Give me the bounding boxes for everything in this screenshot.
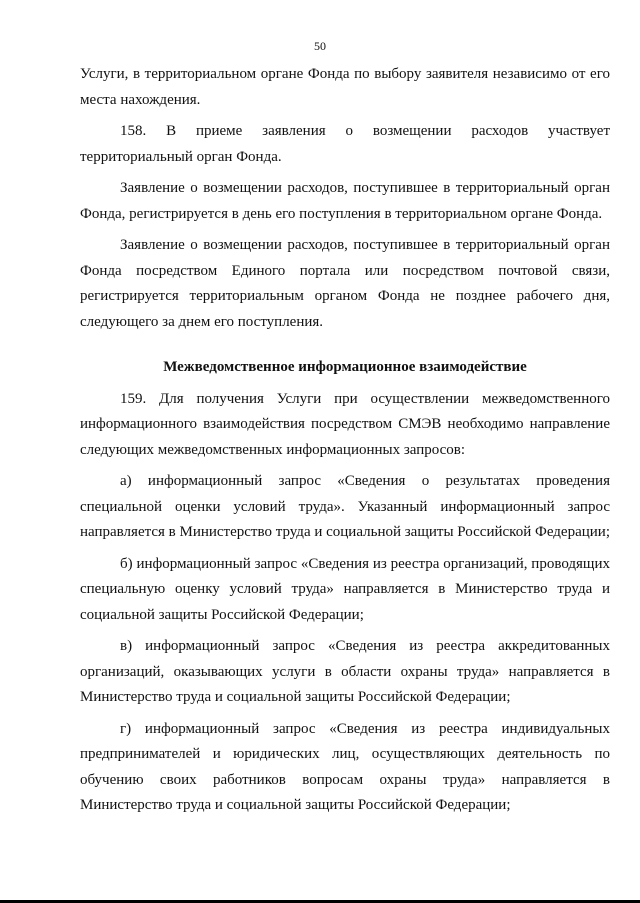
document-body — [80, 62, 610, 825]
list-item-a: а) информационный запрос «Сведения о результатах проведения специальной оценки условий труда». Указанный информационный запрос направляется в Министерство труда и социальной защиты Российской Федерации; — [80, 473, 610, 540]
paragraph-registration: Заявление о возмещении расходов, поступившее в территориальный орган Фонда, регистрируется в день его поступления в территориальном органе Фонда. — [80, 180, 610, 222]
paragraph-continuation: Услуги, в территориальном органе Фонда по выбору заявителя независимо от его места нахождения. — [80, 66, 610, 108]
paragraph-registration-portal: Заявление о возмещении расходов, поступившее в территориальный орган Фонда посредством Единого портала или посредством почтовой связи, регистрируется территориальным органом Фонда не позднее рабочего дня, следующего за днем его поступления. — [80, 237, 610, 330]
list-item-g: г) информационный запрос «Сведения из реестра индивидуальных предпринимателей и юридических лиц, осуществляющих деятельность по обучению своих работников вопросам охраны труда» направляется в Министерство труда и социальной защиты Российской Федерации; — [80, 720, 610, 813]
page-number: 50 — [314, 39, 326, 53]
paragraph-158: 158. В приеме заявления о возмещении расходов участвует территориальный орган Фонда. — [80, 123, 610, 165]
section-heading: Межведомственное информационное взаимодействие — [163, 359, 527, 375]
list-item-v: в) информационный запрос «Сведения из реестра аккредитованных организаций, оказывающих услуги в области охраны труда» направляется в Министерство труда и социальной защиты Российской Федерации; — [80, 638, 610, 705]
paragraph-159: 159. Для получения Услуги при осуществлении межведомственного информационного взаимодействия посредством СМЭВ необходимо направление следующих межведомственных информационных запросов: — [80, 390, 610, 458]
list-item-b: б) информационный запрос «Сведения из реестра организаций, проводящих специальную оценку условий труда» направляется в Министерство труда и социальной защиты Российской Федерации; — [80, 555, 610, 623]
